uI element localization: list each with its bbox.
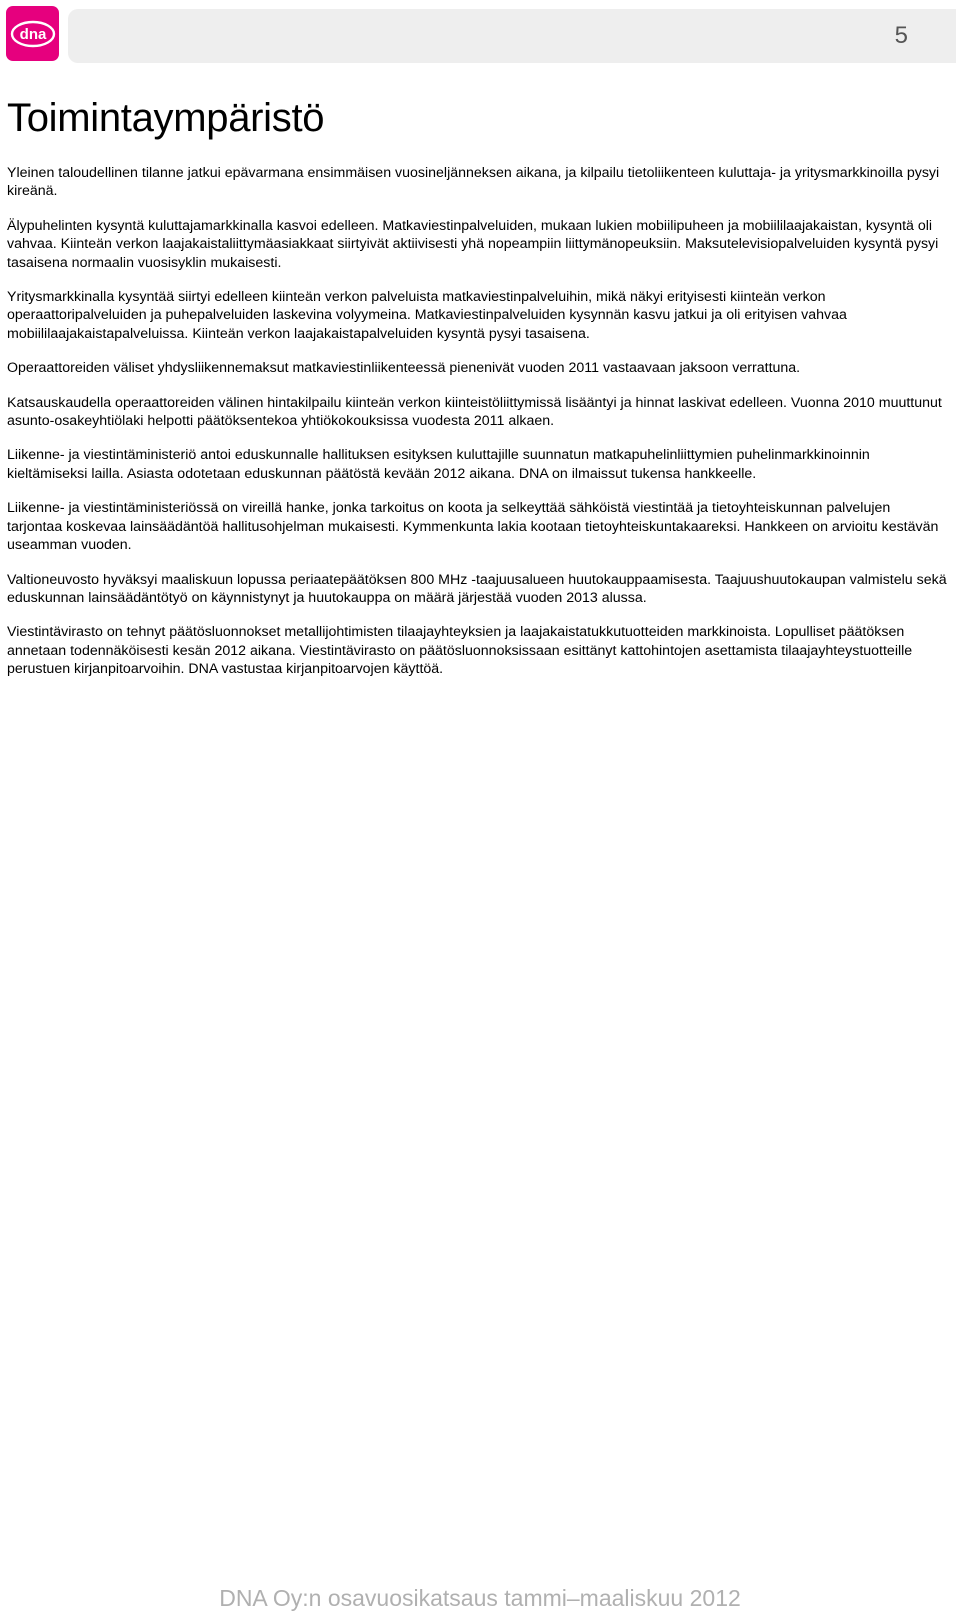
paragraph: Valtioneuvosto hyväksyi maaliskuun lopussa periaatepäätöksen 800 MHz -taajuusalueen huutokauppaamisesta. Taajuushuutokaupan valmistelu sekä eduskunnan lainsäädäntötyö on käynnistynyt ja huutokauppa on määrä järjestää vuoden 2013 alussa. (7, 571, 947, 606)
body-text (7, 164, 949, 695)
paragraph: Yritysmarkkinalla kysyntää siirtyi edelleen kiinteän verkon palveluista matkaviestinpalveluihin, mikä näkyi erityisesti kiinteän verkon operaattoripalveluiden ja puhepalveluiden laskevina volyymeina. Matkaviestinpalveluiden kysynnän kasvu jatkui ja oli erityisen vahvaa mobiililaajakaistapalveluissa. Kiinteän verkon laajakaistapalveluiden kysyntä pysyi tasaisena. (7, 289, 847, 342)
dna-logo-mark (10, 19, 56, 49)
paragraph: Älypuhelinten kysyntä kuluttajamarkkinalla kasvoi edelleen. Matkaviestinpalveluiden, mukaan lukien mobiilipuheen ja mobiililaajakaistan, kysyntä oli vahvaa. Kiinteän verkon laajakaistaliittymäasiakkaat siirtyivät aktiivisesti yhä nopeampiin liittymänopeuksiin. Maksutelevisiopalveluiden kysyntä pysyi tasaisena normaalin vuosisyklin mukaisesti. (7, 217, 939, 271)
paragraph: Yleinen taloudellinen tilanne jatkui epävarmana ensimmäisen vuosineljänneksen aikana, ja kilpailu tietoliikenteen kuluttaja- ja yritysmarkkinoilla pysyi kireänä. (7, 165, 940, 200)
page-number: 5 (894, 22, 908, 49)
logo-text: dna (19, 25, 46, 43)
paragraph: Liikenne- ja viestintäministeriössä on vireillä hanke, jonka tarkoitus on koota ja selkeyttää sähköistä viestintää ja tietoyhteiskunnan palvelujen tarjontaa koskevaa lainsäädäntöä hallitusohjelman mukaisesti. Kymmenkunta lakia kootaan tietoyhteiskuntakaareksi. Hankkeen on arvioitu kestävän useamman vuoden. (7, 500, 939, 554)
header-bar (68, 9, 956, 63)
paragraph: Viestintävirasto on tehnyt päätösluonnokset metallijohtimisten tilaajayhteyksien ja laajakaistatukkutuotteiden markkinoista. Lopulliset päätöksen annetaan todennäköisesti kesän 2012 aikana. Viestintävirasto on päätösluonnoksissaan esittänyt kattohintojen asettamista tilaajayhteystuotteille perustuen kirjanpitoarvoihin. DNA vastustaa kirjanpitoarvojen käyttöä. (7, 624, 913, 678)
paragraph: Operaattoreiden väliset yhdysliikennemaksut matkaviestinliikenteessä pienenivät vuoden 2011 vastaavaan jaksoon verrattuna. (7, 360, 801, 377)
dna-logo (6, 6, 59, 61)
paragraph: Liikenne- ja viestintäministeriö antoi eduskunnalle hallituksen esityksen kuluttajille suunnatun matkapuhelinliittymien puhelinmarkkinoinnin kieltämiseksi lailla. Asiasta odotetaan eduskunnan päätöstä kevään 2012 aikana. DNA on ilmaissut tukensa hankkeelle. (7, 447, 870, 482)
page-footer: DNA Oy:n osavuosikatsaus tammi–maaliskuu 2012 (219, 1585, 741, 1611)
paragraph: Katsauskaudella operaattoreiden välinen hintakilpailu kiinteän verkon kiinteistöliittymissä lisääntyi ja hinnat laskivat edelleen. Vuonna 2010 muuttunut asunto-osakeyhtiölaki helpotti päätöksentekoa yhtiökokouksissa vuodesta 2011 alkaen. (7, 394, 942, 430)
page-title: Toimintaympäristö (7, 96, 325, 140)
